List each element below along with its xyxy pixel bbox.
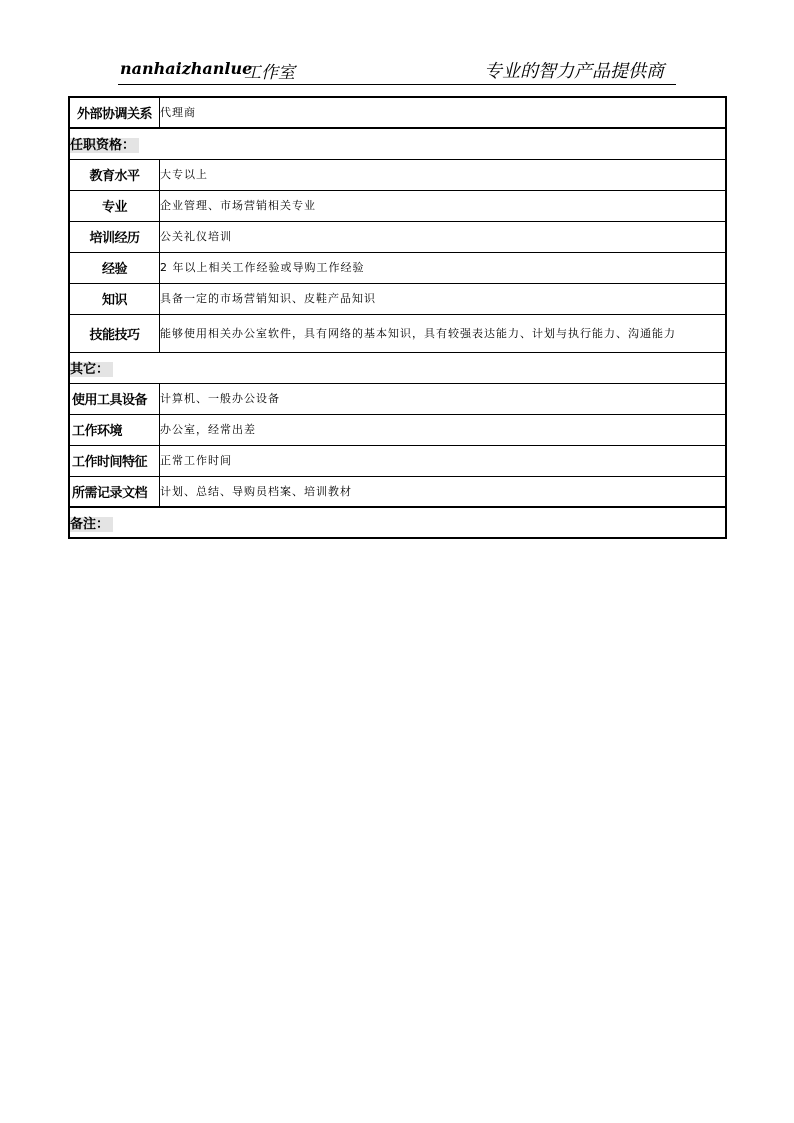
qualifications-heading: 任职资格： [70, 138, 139, 153]
table-row [69, 221, 726, 252]
external-relations-label: 外部协调关系 [69, 97, 160, 128]
training-label: 培训经历 [69, 221, 160, 252]
knowledge-label: 知识 [69, 283, 160, 314]
environment-label: 工作环境 [69, 414, 160, 445]
job-description-table [68, 96, 727, 539]
tagline: 专业的智力产品提供商 [484, 61, 664, 82]
other-heading-cell [69, 352, 726, 383]
records-label: 所需记录文档 [69, 476, 160, 507]
skills-label: 技能技巧 [69, 314, 160, 352]
table-row [69, 476, 726, 507]
brand-name: nanhaizhanlue [120, 59, 253, 78]
hours-label: 工作时间特征 [69, 445, 160, 476]
section-row [69, 507, 726, 538]
table-row [69, 159, 726, 190]
major-label: 专业 [69, 190, 160, 221]
major-value: 企业管理、市场营销相关专业 [160, 190, 727, 221]
table-row [69, 190, 726, 221]
table-row [69, 97, 726, 128]
remarks-heading: 备注： [70, 517, 113, 532]
remarks-heading-cell [69, 507, 726, 538]
education-value: 大专以上 [160, 159, 727, 190]
skills-value: 能够使用相关办公室软件，具有网络的基本知识，具有较强表达能力、计划与执行能力、沟通能力 [160, 314, 727, 352]
tools-label: 使用工具设备 [69, 383, 160, 414]
training-value: 公关礼仪培训 [160, 221, 727, 252]
experience-value: 2 年以上相关工作经验或导购工作经验 [160, 252, 727, 283]
other-heading: 其它： [70, 362, 113, 377]
table-row [69, 252, 726, 283]
education-label: 教育水平 [69, 159, 160, 190]
table-row [69, 445, 726, 476]
page-header [118, 56, 676, 85]
studio-label: 工作室 [244, 63, 295, 83]
environment-value: 办公室，经常出差 [160, 414, 727, 445]
table-row [69, 414, 726, 445]
hours-value: 正常工作时间 [160, 445, 727, 476]
table-row [69, 283, 726, 314]
section-row [69, 128, 726, 159]
table-row [69, 314, 726, 352]
section-row [69, 352, 726, 383]
table-row [69, 383, 726, 414]
qualifications-heading-cell [69, 128, 726, 159]
tools-value: 计算机、一般办公设备 [160, 383, 727, 414]
knowledge-value: 具备一定的市场营销知识、皮鞋产品知识 [160, 283, 727, 314]
records-value: 计划、总结、导购员档案、培训教材 [160, 476, 727, 507]
experience-label: 经验 [69, 252, 160, 283]
external-relations-value: 代理商 [160, 97, 727, 128]
